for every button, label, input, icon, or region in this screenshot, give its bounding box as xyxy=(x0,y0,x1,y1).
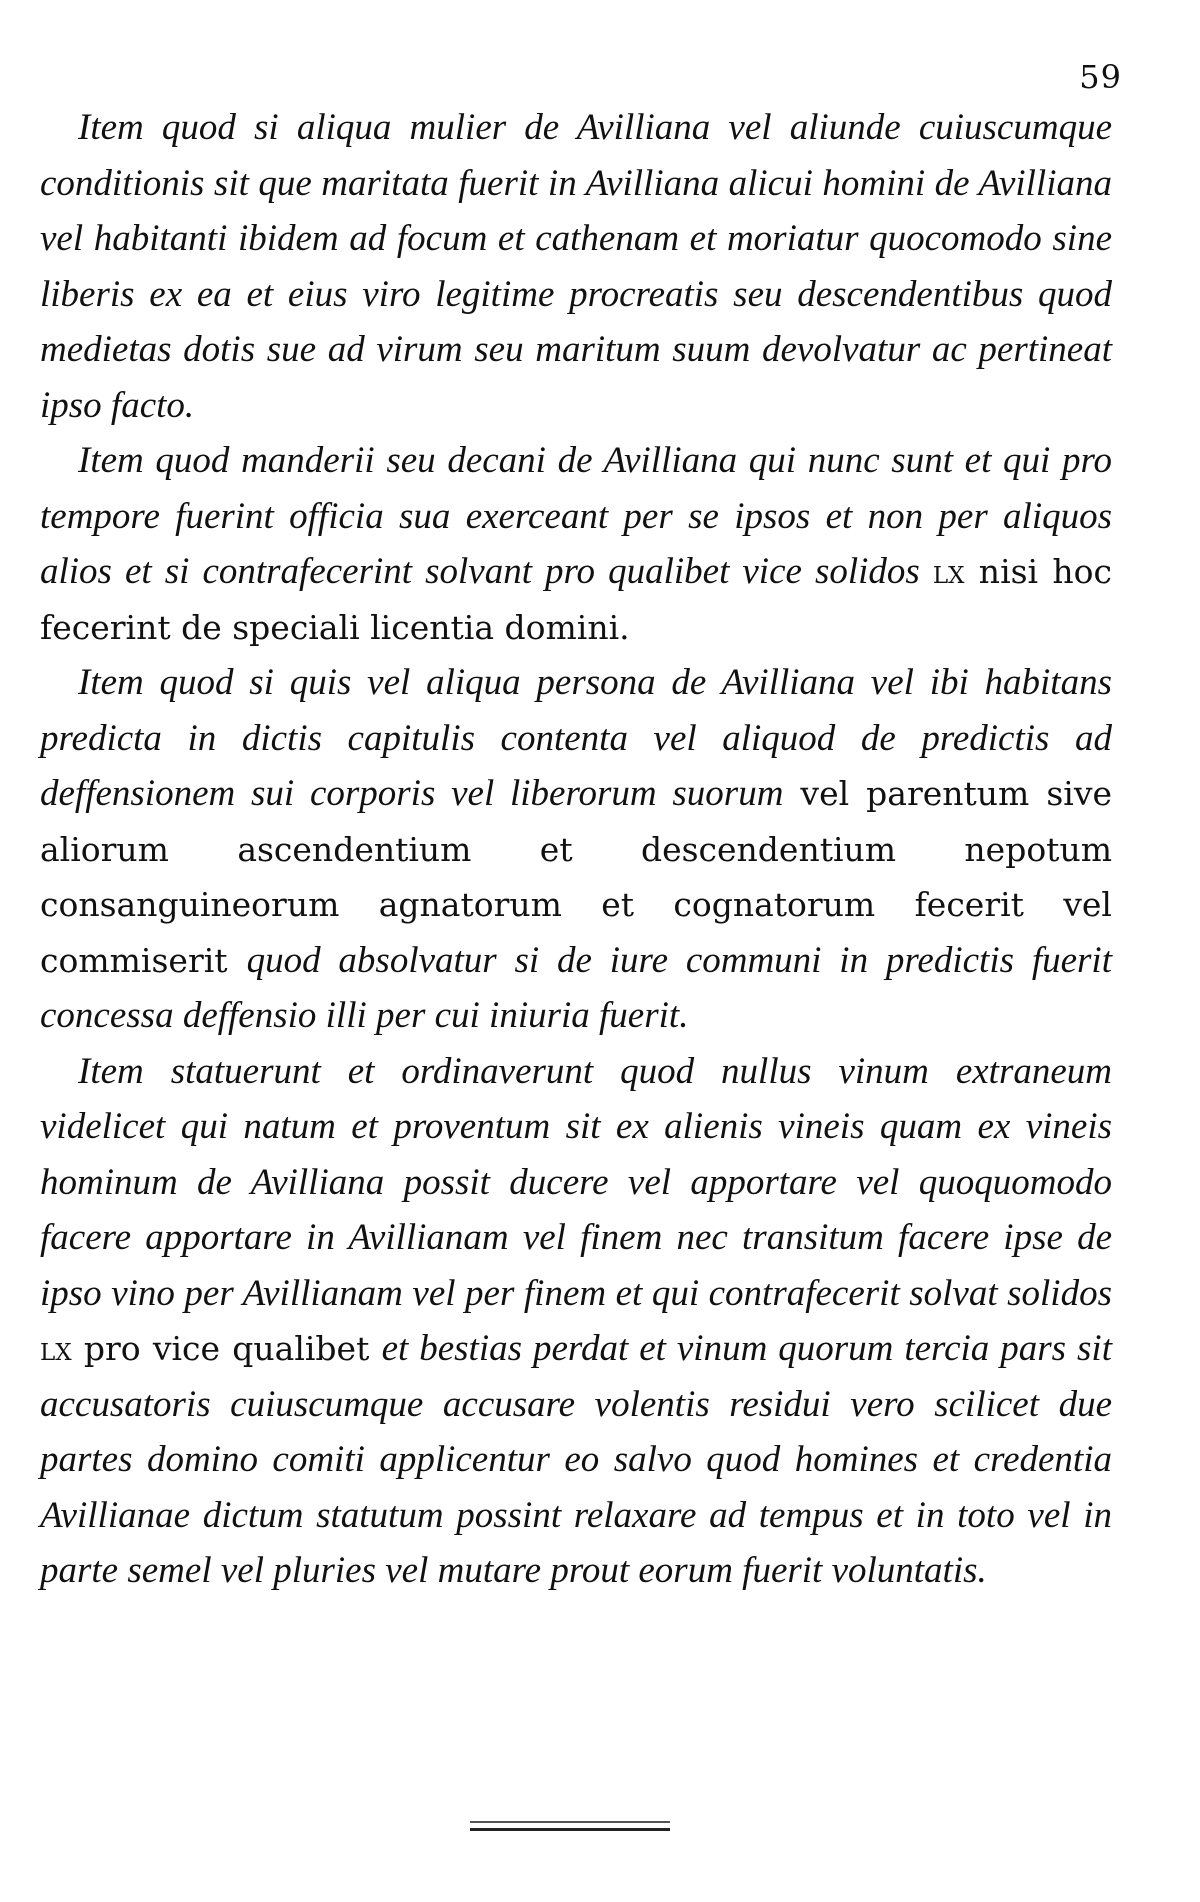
text-segment: Item quod manderii seu decani de Avilliana qui nunc sunt et qui pro tempore fuerint officia sua exerceant per se ipsos et non per aliquos alios et si contrafecerint solvant pro qualibet vice solidos xyxy=(40,440,1112,592)
end-rule-bottom xyxy=(470,1828,670,1831)
paragraph-4 xyxy=(40,1044,1112,1599)
paragraph-1 xyxy=(40,100,1112,433)
text-segment: pro vice qualibet xyxy=(71,1329,382,1368)
numeral-segment: lx xyxy=(40,1329,72,1368)
numeral-segment: lx xyxy=(932,552,965,591)
text-segment: vel parentum sive aliorum ascendentium et descendentium nepotum consanguineorum agnatorum et cognatorum fecerit vel commiserit xyxy=(40,774,1112,980)
text-body xyxy=(40,100,1112,1599)
text-segment: Item quod si quis vel aliqua persona de Avilliana vel ibi habitans predicta in dictis capitulis contenta vel aliquod de predictis ad deffensionem sui corporis vel liberorum suorum xyxy=(40,662,1112,814)
page-number: 59 xyxy=(1079,58,1122,96)
paragraph-3 xyxy=(40,655,1112,1044)
end-rule-top xyxy=(470,1821,670,1823)
text-segment: quod absolvatur si de iure communi in predictis fuerit concessa deffensio illi per cui iniuria fuerit. xyxy=(40,939,1112,1036)
text-segment: et bestias perdat et vinum quorum tercia pars sit accusatoris cuiuscumque accusare volentis residui vero scilicet due partes domino comiti applicentur eo salvo quod homines et credentia Avillianae dictum statutum possint relaxare ad tempus et in toto vel in parte semel vel pluries vel mutare prout eorum fuerit voluntatis. xyxy=(40,1328,1112,1591)
text-segment: Item quod si aliqua mulier de Avilliana vel aliunde cuiuscumque conditionis sit que maritata fuerit in Avilliana alicui homini de Avilliana vel habitanti ibidem ad focum et cathenam et moriatur quocomodo sine liberis ex ea et eius viro legitime procreatis seu descendentibus quod medietas dotis sue ad virum seu maritum suum devolvatur ac pertineat ipso facto. xyxy=(40,107,1112,426)
paragraph-2 xyxy=(40,433,1112,655)
text-segment: nisi hoc fecerint de speciali licentia domini. xyxy=(40,552,1112,647)
text-segment: Item statuerunt et ordinaverunt quod nullus vinum extraneum videlicet qui natum et proventum sit ex alienis vineis quam ex vineis hominum de Avilliana possit ducere vel apportare vel quoquomodo facere apportare in Avillianam vel finem nec transitum facere ipse de ipso vino per Avillianam vel per finem et qui contrafecerit solvat solidos xyxy=(40,1050,1112,1314)
